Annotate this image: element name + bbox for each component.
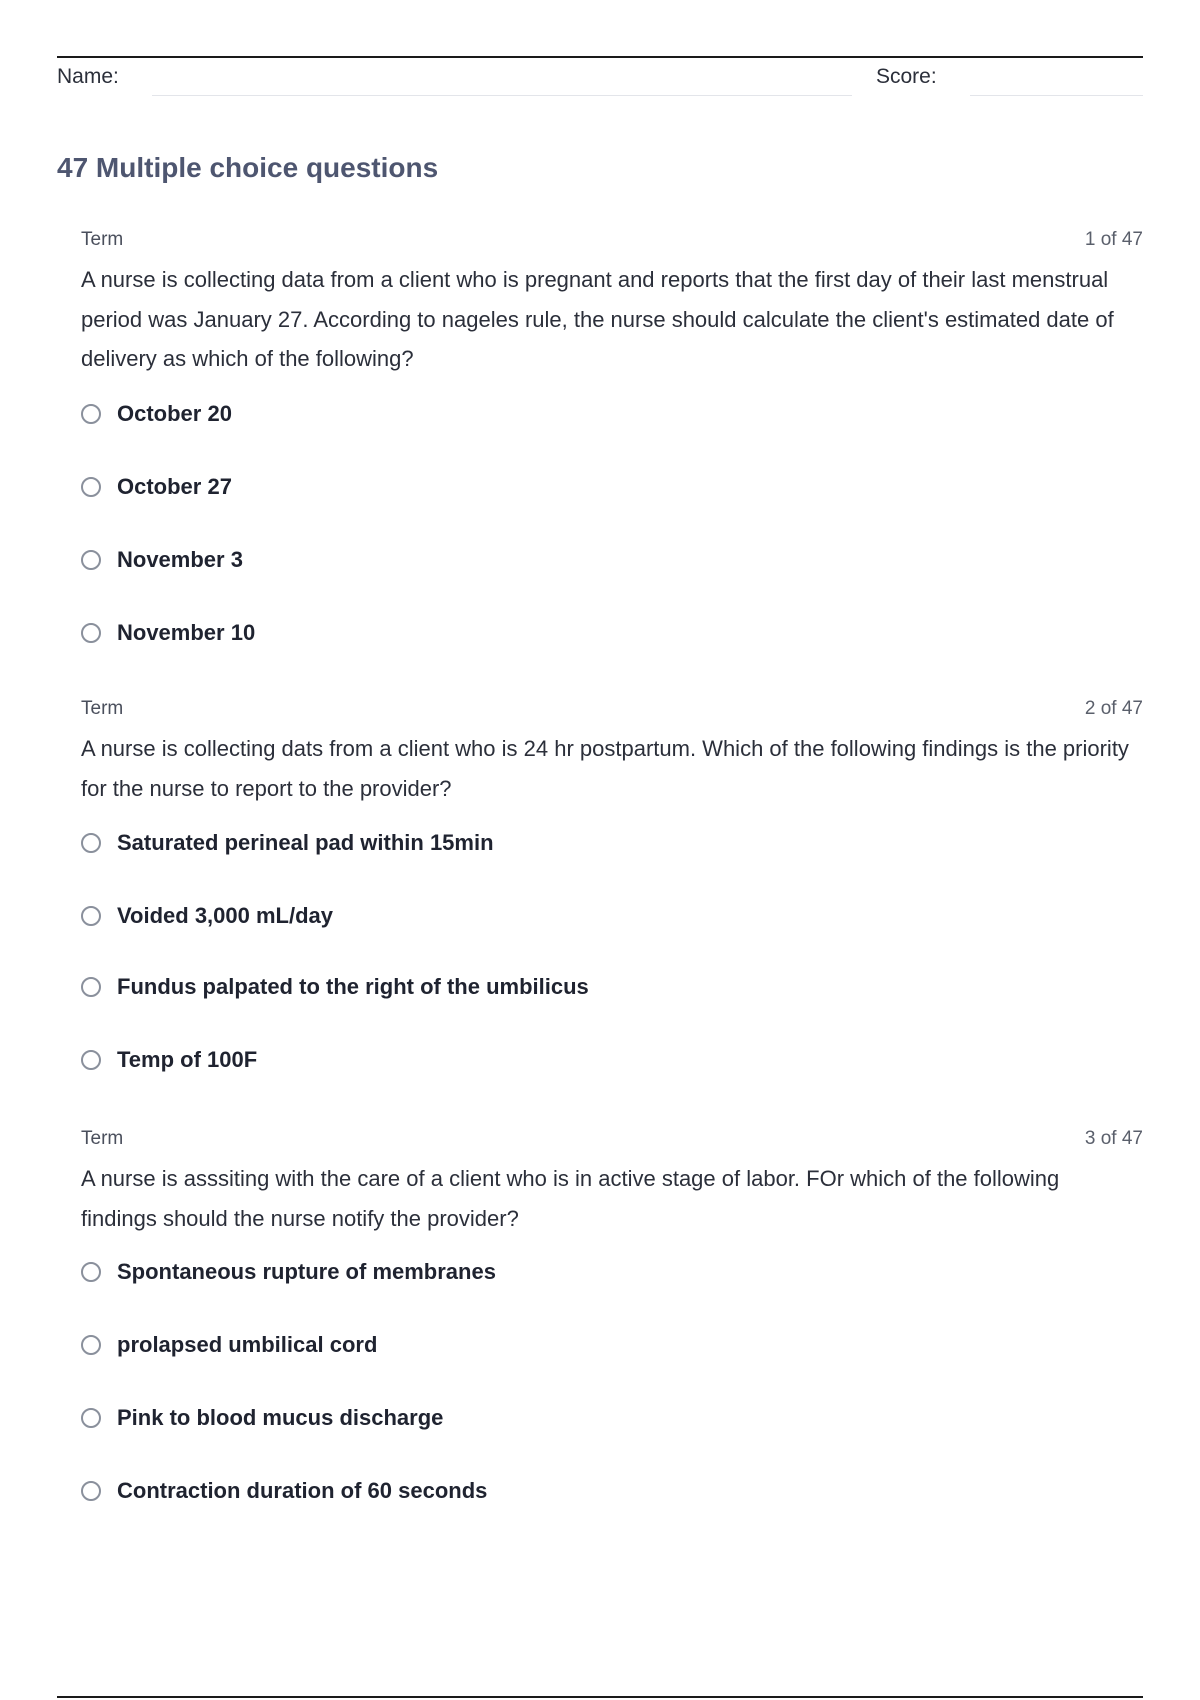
answer-option-label: October 27 [117, 473, 232, 499]
answer-option-label: prolapsed umbilical cord [117, 1332, 378, 1357]
answer-option[interactable] [81, 828, 1143, 858]
radio-button-icon[interactable] [81, 906, 101, 926]
answer-option-label: Fundus palpated to the right of the umbilicus [117, 974, 589, 999]
answer-option[interactable] [81, 545, 1143, 575]
answer-option[interactable] [81, 1257, 1143, 1287]
answer-option[interactable] [81, 972, 1143, 1002]
answer-option-label: Saturated perineal pad within 15min [117, 830, 494, 855]
question-text: A nurse is collecting data from a client who is pregnant and reports that the first day of their last menstrual period was January 27. According to nageles rule, the nurse should calculate the client's estimated date of delivery as which of the following? [81, 267, 1114, 371]
answer-options [81, 1257, 1143, 1506]
answer-option-label: Pink to blood mucus discharge [117, 1405, 444, 1430]
radio-button-icon[interactable] [81, 1335, 101, 1355]
answer-option[interactable] [81, 1403, 1143, 1433]
question-counter: 1 of 47 [1084, 229, 1143, 250]
radio-button-icon[interactable] [81, 1481, 101, 1501]
radio-button-icon[interactable] [81, 477, 101, 497]
section-heading: 47 Multiple choice questions [57, 152, 439, 183]
radio-button-icon[interactable] [81, 1050, 101, 1070]
answer-option-label: October 20 [117, 400, 232, 426]
score-label: Score: [876, 65, 937, 88]
answer-option[interactable] [81, 1330, 1143, 1360]
answer-option-label: Contraction duration of 60 seconds [117, 1478, 488, 1503]
answer-option[interactable] [81, 399, 1143, 429]
question-3 [81, 1127, 1143, 1506]
question-meta [81, 228, 1143, 252]
radio-button-icon[interactable] [81, 623, 101, 643]
question-meta [81, 697, 1143, 721]
answer-option[interactable] [81, 472, 1143, 502]
score-field-line[interactable] [970, 95, 1143, 96]
radio-button-icon[interactable] [81, 550, 101, 570]
radio-button-icon[interactable] [81, 1262, 101, 1282]
answer-option[interactable] [81, 1476, 1143, 1506]
answer-option[interactable] [81, 1045, 1143, 1075]
answer-option[interactable] [81, 618, 1143, 648]
answer-option-label: November 3 [117, 546, 243, 572]
question-text: A nurse is collecting dats from a client who is 24 hr postpartum. Which of the following findings is the priority for the nurse to report to the provider? [81, 736, 1129, 801]
question-2 [81, 697, 1143, 1075]
radio-button-icon[interactable] [81, 977, 101, 997]
name-field-line[interactable] [152, 95, 852, 96]
radio-button-icon[interactable] [81, 404, 101, 424]
answer-option-label: November 10 [117, 619, 256, 645]
question-1 [81, 228, 1143, 648]
term-label: Term [81, 1128, 124, 1149]
name-label: Name: [57, 65, 119, 88]
answer-option-label: Temp of 100F [117, 1047, 258, 1072]
radio-button-icon[interactable] [81, 833, 101, 853]
answer-options [81, 399, 1143, 648]
answer-option[interactable] [81, 901, 1143, 931]
answer-option-label: Spontaneous rupture of membranes [117, 1259, 496, 1284]
question-counter: 3 of 47 [1084, 1128, 1143, 1149]
question-counter: 2 of 47 [1084, 698, 1143, 719]
bottom-rule [57, 1696, 1143, 1698]
term-label: Term [81, 698, 124, 719]
answer-options [81, 828, 1143, 1075]
top-rule [57, 56, 1143, 58]
radio-button-icon[interactable] [81, 1408, 101, 1428]
term-label: Term [81, 229, 124, 250]
answer-option-label: Voided 3,000 mL/day [117, 903, 334, 928]
question-meta [81, 1127, 1143, 1151]
question-text: A nurse is asssiting with the care of a client who is in active stage of labor. FOr which of the following findings should the nurse notify the provider? [81, 1166, 1060, 1231]
